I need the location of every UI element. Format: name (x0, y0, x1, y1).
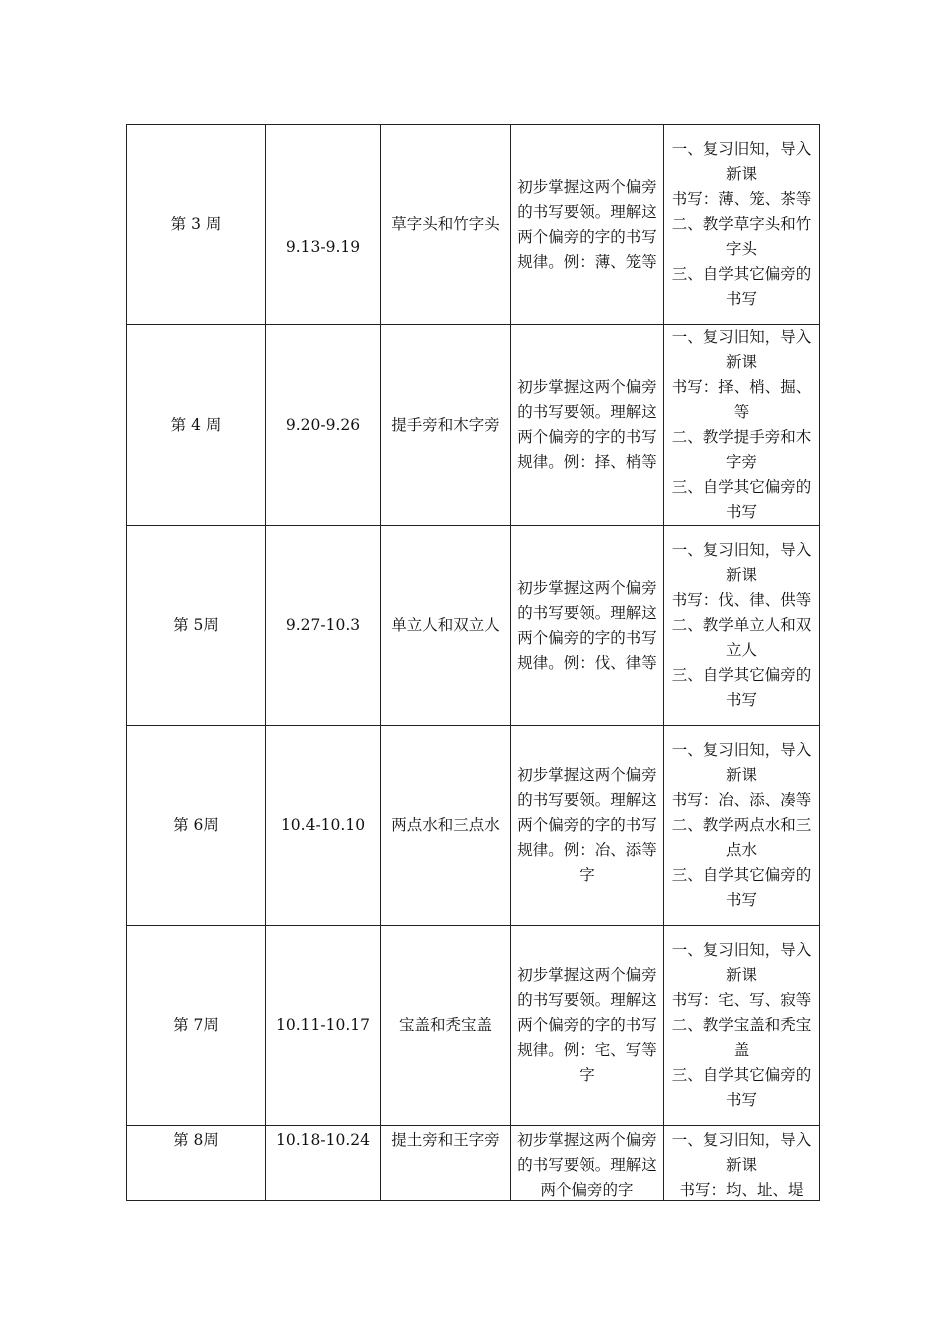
date-range: 10.4-10.10 (280, 816, 366, 834)
topic-cell (381, 526, 511, 726)
step-line: 书写：宅、写、寂等 (671, 991, 812, 1009)
topic-cell (381, 1126, 511, 1201)
topic-text: 宝盖和秃宝盖 (398, 1016, 492, 1034)
date-range: 10.11-10.17 (276, 1016, 370, 1034)
goal-cell (511, 726, 664, 926)
step-line: 二、教学提手旁和木字旁 (671, 428, 812, 471)
step-line: 书写：均、址、堤 (679, 1181, 804, 1199)
step-line: 一、复习旧知，导入新课 (671, 140, 812, 183)
step-line: 一、复习旧知，导入新课 (671, 1131, 812, 1174)
goal-cell (511, 1126, 664, 1201)
lesson-plan-table (126, 124, 820, 1201)
steps-cell (664, 926, 820, 1126)
week-cell (127, 125, 266, 325)
step-line: 二、教学两点水和三点水 (671, 816, 812, 859)
goal-cell (511, 926, 664, 1126)
date-range: 10.18-10.24 (276, 1131, 370, 1149)
date-cell (266, 325, 381, 526)
goal-cell (511, 125, 664, 325)
goal-text: 初步掌握这两个偏旁的书写要领。理解这两个偏旁的字的书写规律。例：择、梢等 (517, 378, 657, 471)
date-range: 9.27-10.3 (285, 616, 361, 634)
step-line: 二、教学宝盖和秃宝盖 (671, 1016, 812, 1059)
goal-text: 初步掌握这两个偏旁的书写要领。理解这两个偏旁的字的书写规律。例：薄、笼等 (517, 177, 657, 271)
step-line: 书写：伐、律、供等 (671, 591, 812, 609)
step-line: 书写：薄、笼、茶等 (671, 190, 812, 208)
week-cell (127, 526, 266, 726)
step-line: 二、教学单立人和双立人 (671, 616, 812, 659)
week-cell (127, 1126, 266, 1201)
topic-text: 两点水和三点水 (391, 816, 500, 834)
table-row (127, 926, 820, 1126)
date-range: 9.20-9.26 (285, 415, 361, 434)
steps-cell (664, 526, 820, 726)
topic-text: 提手旁和木字旁 (391, 415, 500, 434)
steps-cell (664, 125, 820, 325)
goal-text: 初步掌握这两个偏旁的书写要领。理解这两个偏旁的字的书写规律。例：冶、添等字 (517, 766, 657, 884)
goal-cell (511, 325, 664, 526)
step-line: 一、复习旧知，导入新课 (671, 941, 812, 984)
week-cell (127, 726, 266, 926)
week-label: 第 5周 (173, 616, 219, 634)
table-row (127, 125, 820, 325)
steps-cell (664, 325, 820, 526)
step-line: 三、自学其它偏旁的书写 (671, 666, 812, 709)
topic-text: 单立人和双立人 (391, 616, 500, 634)
goal-text: 初步掌握这两个偏旁的书写要领。理解这两个偏旁的字的书写规律。例：宅、写等字 (517, 966, 657, 1084)
week-label: 第 3 周 (170, 215, 222, 233)
step-line: 书写：择、梢、掘、等 (671, 378, 812, 421)
step-line: 三、自学其它偏旁的书写 (671, 866, 812, 909)
topic-cell (381, 926, 511, 1126)
week-label: 第 4 周 (170, 415, 222, 434)
week-cell (127, 926, 266, 1126)
topic-text: 提土旁和王字旁 (391, 1131, 500, 1149)
topic-text: 草字头和竹字头 (391, 215, 500, 233)
table-row (127, 526, 820, 726)
goal-text: 初步掌握这两个偏旁的书写要领。理解这两个偏旁的字 (517, 1131, 657, 1199)
topic-cell (381, 726, 511, 926)
steps-cell (664, 1126, 820, 1201)
week-label: 第 8周 (173, 1131, 219, 1149)
table-row (127, 726, 820, 926)
date-cell (266, 1126, 381, 1201)
date-cell (266, 526, 381, 726)
topic-cell (381, 125, 511, 325)
date-cell (266, 125, 381, 325)
week-label: 第 6周 (173, 816, 219, 834)
topic-cell (381, 325, 511, 526)
table-row (127, 325, 820, 526)
step-line: 三、自学其它偏旁的书写 (671, 1066, 812, 1109)
step-line: 三、自学其它偏旁的书写 (671, 478, 812, 521)
step-line: 一、复习旧知，导入新课 (671, 328, 812, 371)
step-line: 三、自学其它偏旁的书写 (671, 265, 812, 308)
step-line: 一、复习旧知，导入新课 (671, 541, 812, 584)
step-line: 一、复习旧知，导入新课 (671, 741, 812, 784)
week-label: 第 7周 (173, 1016, 219, 1034)
date-cell (266, 726, 381, 926)
step-line: 书写：冶、添、凑等 (671, 791, 812, 809)
date-cell (266, 926, 381, 1126)
date-range: 9.13-9.19 (285, 238, 361, 256)
step-line: 二、教学草字头和竹字头 (671, 215, 812, 258)
goal-cell (511, 526, 664, 726)
steps-cell (664, 726, 820, 926)
week-cell (127, 325, 266, 526)
goal-text: 初步掌握这两个偏旁的书写要领。理解这两个偏旁的字的书写规律。例：伐、律等 (517, 578, 657, 672)
table-row (127, 1126, 820, 1201)
